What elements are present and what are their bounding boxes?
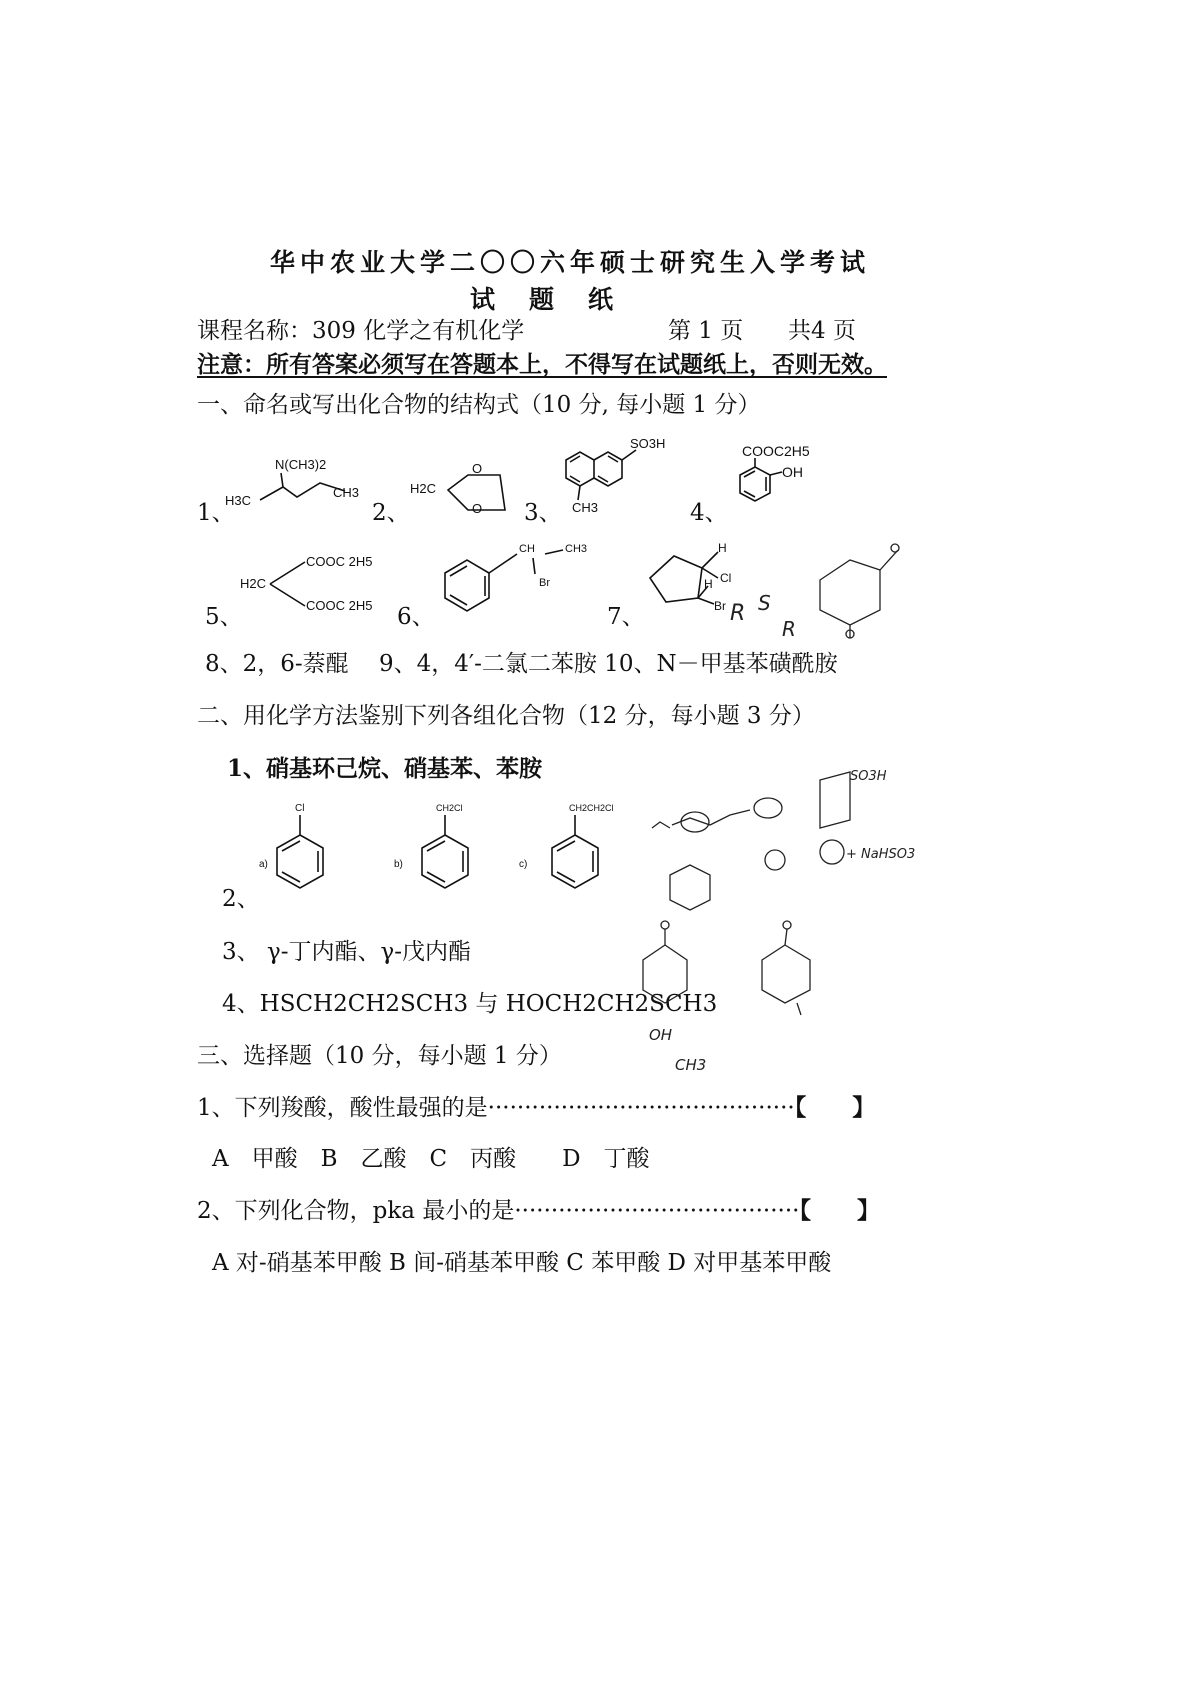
- structure-2: [410, 455, 520, 525]
- structure-label: SO3H: [630, 436, 666, 451]
- item-number: 3、: [524, 500, 562, 526]
- handwritten-lactones: [625, 915, 835, 1075]
- answer-bracket: 【 】: [794, 1094, 876, 1121]
- structure-label: O: [472, 461, 483, 476]
- section1-heading: 一、命名或写出化合物的结构式（10 分, 每小题 1 分）: [197, 392, 761, 418]
- structure-label: CH3: [572, 500, 599, 515]
- handwriting-text: SO3H: [850, 769, 887, 784]
- structure-label: Br: [714, 599, 726, 613]
- section3-q1: [197, 1089, 875, 1122]
- course-name: 课程名称：309 化学之有机化学: [197, 318, 525, 344]
- answer-bracket: 【 】: [799, 1197, 880, 1224]
- structure-label: b): [394, 859, 403, 870]
- section2-q4: 4、HSCH2CH2SCH3 与 HOCH2CH2SCH3: [222, 991, 718, 1017]
- section3-q1-options: A 甲酸 B 乙酸 C 丙酸 D 丁酸: [212, 1146, 650, 1172]
- item-number: 7、: [607, 604, 645, 630]
- structure-label: O: [472, 501, 483, 516]
- structure-label: CH2Cl: [436, 803, 463, 813]
- item-number: 1、: [197, 500, 235, 526]
- exam-title: 华中农业大学二〇〇六年硕士研究生入学考试: [270, 248, 871, 277]
- section2-q1: 1、硝基环己烷、硝基苯、苯胺: [227, 755, 543, 782]
- structure-label: CH3: [333, 485, 360, 500]
- question-text: 2、下列化合物，pka 最小的是: [197, 1198, 515, 1224]
- handwriting-text: R: [782, 617, 796, 641]
- structure-label: H2C: [410, 481, 437, 496]
- structure-label: H3C: [225, 493, 252, 508]
- section3-q2-options: A 对-硝基苯甲酸 B 间-硝基苯甲酸 C 苯甲酸 D 对甲基苯甲酸: [212, 1250, 832, 1276]
- section2-q3: 3、 γ-丁内酯、γ-戊内酯: [222, 939, 471, 965]
- structure-2b: [390, 795, 500, 905]
- structure-label: OH: [782, 464, 803, 480]
- item-number: 2、: [372, 500, 410, 526]
- structure-label: a): [259, 859, 268, 870]
- leader-dots: ·······································: [514, 1198, 800, 1224]
- leader-dots: ··········································: [487, 1095, 795, 1121]
- handwritten-scribble: [650, 760, 950, 910]
- structure-5: [240, 548, 390, 618]
- handwriting-text: + NaHSO3: [846, 847, 916, 862]
- structure-label: COOC2H5: [742, 443, 810, 459]
- structure-label: N(CH3)2: [275, 457, 327, 472]
- handwritten-note: [730, 540, 900, 640]
- structure-label: H: [704, 577, 713, 591]
- handwriting-text: CH3: [675, 1056, 707, 1074]
- question-text: 1、下列羧酸，酸性最强的是: [197, 1095, 488, 1121]
- section2-heading: 二、用化学方法鉴别下列各组化合物（12 分，每小题 3 分）: [197, 703, 815, 729]
- structure-label: COOC 2H5: [306, 598, 373, 613]
- item-number: 5、: [205, 604, 243, 630]
- item-number: 4、: [690, 500, 728, 526]
- structure-2a: [255, 795, 365, 905]
- section1-items-8-10: 8、2，6-萘醌 9、4，4′-二氯二苯胺 10、N－甲基苯磺酰胺: [205, 651, 838, 677]
- structure-6: [435, 538, 605, 628]
- structure-label: CH2CH2Cl: [569, 803, 614, 813]
- structure-label: Cl: [720, 571, 732, 585]
- exam-subtitle: 试题纸: [470, 285, 648, 314]
- item-number: 6、: [397, 604, 435, 630]
- structure-label: CH: [519, 543, 535, 555]
- structure-label: c): [519, 859, 528, 870]
- structure-label: Br: [539, 577, 550, 589]
- handwriting-text: OH: [649, 1026, 673, 1044]
- structure-1: [225, 455, 365, 515]
- structure-3: [558, 430, 698, 520]
- section3-heading: 三、选择题（10 分，每小题 1 分）: [197, 1043, 562, 1069]
- structure-label: H2C: [240, 576, 267, 591]
- handwriting-text: S: [758, 591, 771, 615]
- page-number: 第 1 页: [668, 318, 744, 344]
- section3-q2: [197, 1192, 880, 1225]
- structure-2c: [515, 795, 625, 905]
- structure-label: Cl: [295, 803, 305, 814]
- structure-label: COOC 2H5: [306, 554, 373, 569]
- notice: 注意：所有答案必须写在答题本上，不得写在试题纸上，否则无效。: [197, 351, 887, 378]
- structure-4: [720, 440, 840, 520]
- structure-label: CH3: [565, 543, 588, 555]
- section2-q2: 2、: [222, 886, 260, 912]
- page-total: 共4 页: [788, 318, 856, 344]
- handwriting-text: R: [730, 601, 746, 626]
- structure-label: H: [718, 541, 727, 555]
